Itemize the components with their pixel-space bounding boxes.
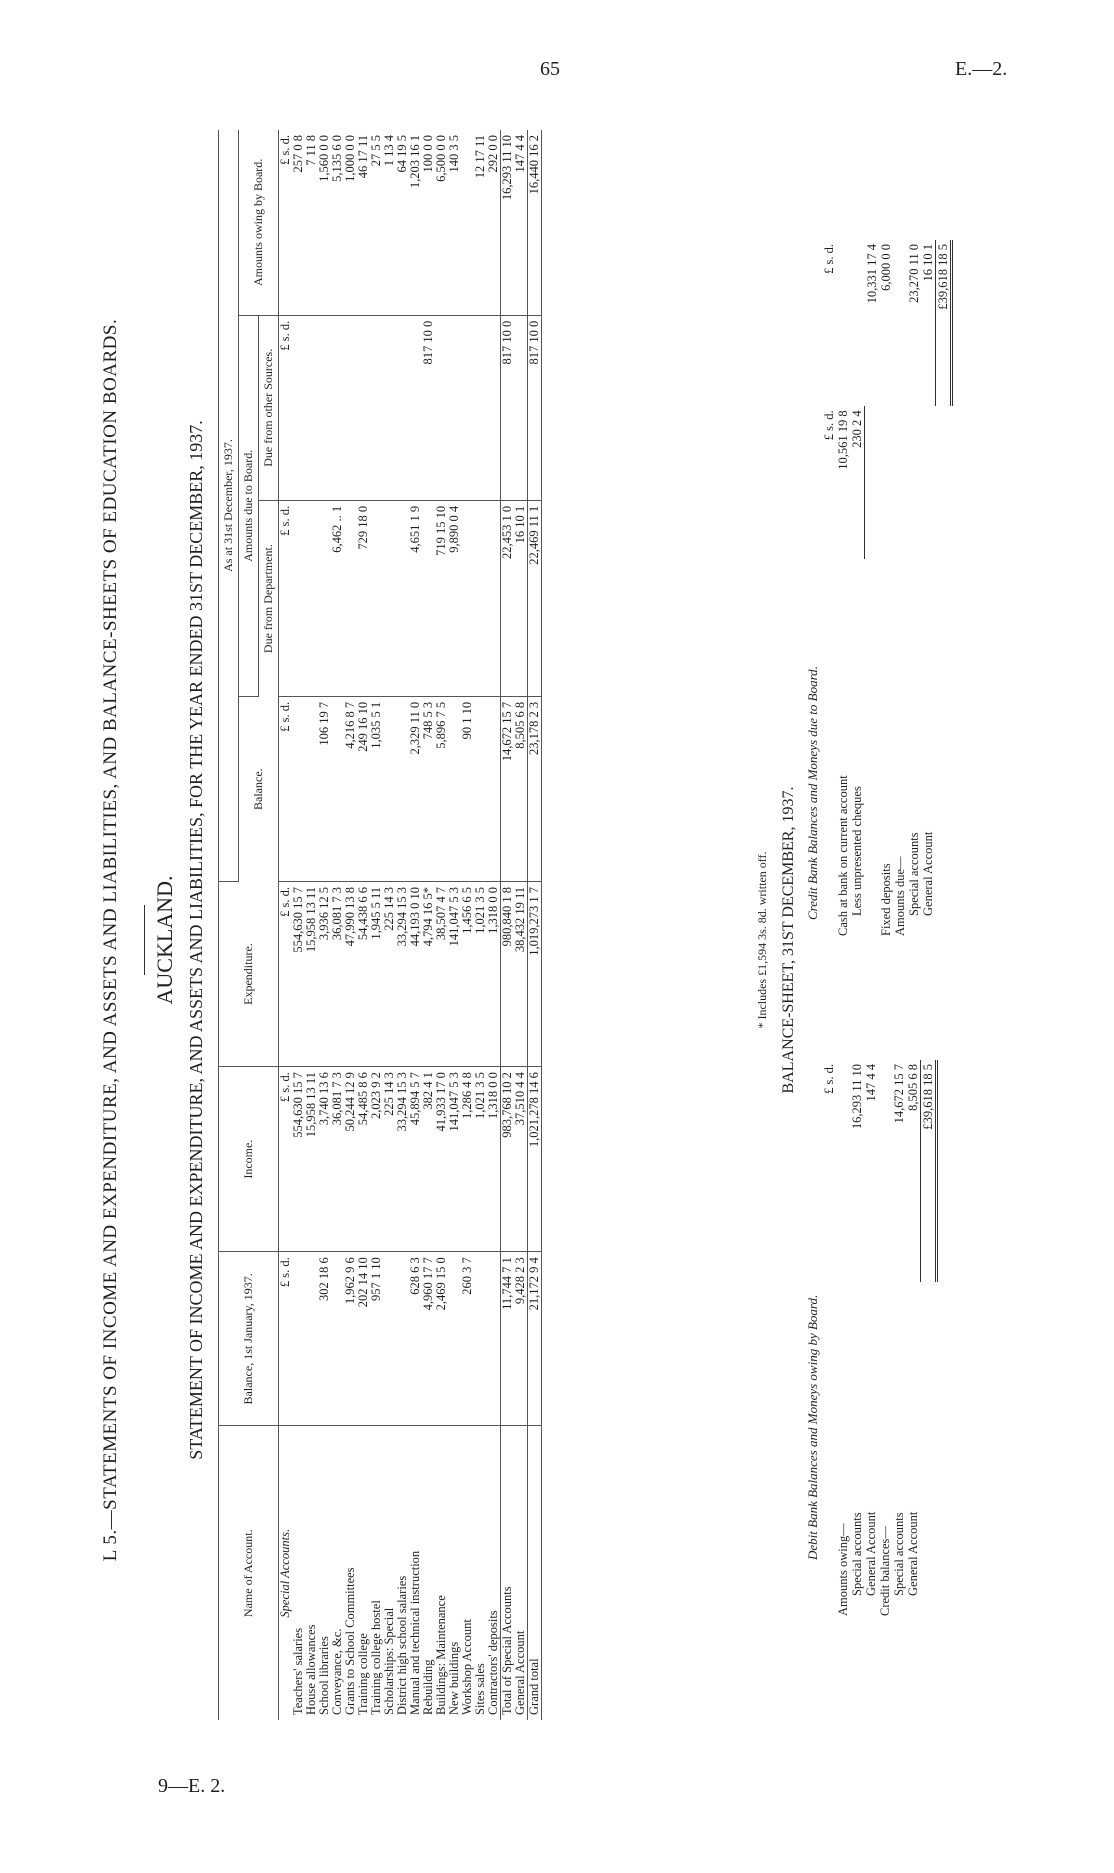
item-amount [836, 1060, 850, 1282]
amount-cell [292, 500, 305, 696]
amount-cell: 44,193 0 10 [409, 881, 422, 1066]
account-name: Conveyance, &c. [330, 1628, 344, 1715]
amount-cell: 2,329 11 0 [409, 696, 422, 881]
amount-cell: 38,507 4 7 [435, 881, 448, 1066]
item-label: Special accounts [850, 1512, 864, 1596]
col-name-header: Name of Account. [219, 1426, 279, 1720]
amount-cell: 1,203 16 1 [409, 130, 422, 315]
amount-cell: 1,456 6 5 [461, 881, 474, 1066]
amount-cell: 1,286 4 8 [461, 1067, 474, 1252]
credit-row [865, 240, 880, 940]
amount-cell: 225 14 3 [383, 881, 396, 1066]
amount-cell: 9,890 0 4 [448, 500, 461, 696]
debit-row [878, 1060, 892, 1620]
credit-heading: Credit Bank Balances and Moneys due to Board. [805, 666, 820, 920]
amount-cell: 628 6 3 [409, 1252, 422, 1426]
amount-cell [487, 1252, 501, 1426]
account-name: New buildings [447, 1641, 461, 1715]
col-balance-start-header: Balance, 1st January, 1937. [219, 1252, 279, 1426]
amount-cell: 382 4 1 [422, 1067, 435, 1252]
amount-cell: 141,047 5 3 [448, 881, 461, 1066]
section-row [279, 130, 293, 1720]
total-row [501, 130, 515, 1720]
amount-cell [474, 315, 487, 500]
item-amount [893, 406, 907, 558]
col-income-header: Income. [219, 1067, 279, 1252]
account-name: Buildings: Maintenance [434, 1595, 448, 1715]
amount-cell: 225 14 3 [383, 1067, 396, 1252]
income-expenditure-table [218, 130, 542, 1720]
account-name: Teachers' salaries [291, 1627, 305, 1715]
debit-lsd-row [822, 1060, 836, 1620]
account-name: Training college hostel [369, 1600, 383, 1715]
amount-cell: 46 17 11 [357, 130, 370, 315]
amount-cell [318, 315, 331, 500]
item-label: Amounts due— [893, 856, 907, 936]
amount-cell: 1,021 3 5 [474, 1067, 487, 1252]
amount-cell: 980,840 1 8 [501, 881, 515, 1066]
item-amount: 230 2 4 [850, 406, 865, 558]
amount-cell [383, 696, 396, 881]
account-name: Sites sales [473, 1663, 487, 1715]
amount-cell: 15,958 13 11 [305, 1067, 318, 1252]
amount-cell: 957 1 10 [370, 1252, 383, 1426]
amount-cell [487, 315, 501, 500]
amount-cell [514, 315, 528, 500]
amount-cell [448, 315, 461, 500]
col-owing-header: Amounts owing by Board. [239, 130, 279, 315]
amount-cell: 90 1 10 [461, 696, 474, 881]
amount-cell: 41,933 17 0 [435, 1067, 448, 1252]
amount-cell [292, 696, 305, 881]
col-due-dept-header: Due from Department. [259, 500, 279, 696]
amount-cell: 16,440 16 2 [528, 130, 542, 315]
table-row [487, 130, 501, 1720]
lsd-label: £ s. d. [279, 315, 293, 500]
amount-cell: 50,244 12 9 [344, 1067, 357, 1252]
credit-row [907, 240, 921, 940]
amount-cell: 1,945 5 11 [370, 881, 383, 1066]
lsd-label: £ s. d. [279, 1067, 293, 1252]
page-reference: E.—2. [955, 58, 1008, 80]
amount-cell: 22,469 11 1 [528, 500, 542, 696]
amount-cell [370, 315, 383, 500]
amount-cell: 1,021 3 5 [474, 881, 487, 1066]
amount-cell: 64 19 5 [396, 130, 409, 315]
board-name: AUCKLAND. [152, 875, 177, 1005]
debit-row [906, 1060, 921, 1620]
debit-row [892, 1060, 906, 1620]
footer-reference: 9—E. 2. [158, 1775, 226, 1797]
lsd-label: £ s. d. [822, 410, 836, 441]
item-label: Fixed deposits [879, 863, 893, 936]
amount-cell [292, 315, 305, 500]
item-label: Special accounts [892, 1512, 906, 1596]
amount-cell [474, 500, 487, 696]
account-name: Contractors' deposits [486, 1610, 500, 1715]
item-label: Cash at bank on current account [836, 775, 850, 936]
credit-lsd-row [822, 240, 836, 940]
credit-table [822, 240, 953, 940]
item-label: Amounts owing— [836, 1523, 850, 1616]
item-amount: 23,270 11 0 [907, 244, 921, 303]
amount-cell: 554,630 15 7 [292, 881, 305, 1066]
amount-cell: 1,318 0 0 [487, 1067, 501, 1252]
item-amount [921, 406, 936, 558]
amount-cell: 36,081 7 3 [331, 881, 344, 1066]
debit-heading: Debit Bank Balances and Moneys owing by Board. [805, 1294, 820, 1560]
amount-cell: 15,958 13 11 [305, 881, 318, 1066]
lsd-label: £ s. d. [822, 1064, 836, 1094]
account-name: Scholarships: Special [382, 1607, 396, 1715]
item-amount [836, 240, 850, 406]
amount-cell: 4,216 8 7 [344, 696, 357, 881]
debit-row [836, 1060, 850, 1620]
debit-total: £39,618 18 5 [921, 1060, 937, 1282]
item-amount [850, 240, 865, 406]
amount-cell [396, 315, 409, 500]
amount-cell: 8,505 6 8 [514, 696, 528, 881]
amount-cell: 16,293 11 10 [501, 130, 515, 315]
title-divider [144, 905, 145, 975]
amount-cell: 100 0 0 [422, 130, 435, 315]
item-amount: 10,561 19 8 [836, 410, 850, 470]
amount-cell [370, 500, 383, 696]
account-name: Grants to School Committees [343, 1567, 357, 1715]
amount-cell: 202 14 10 [357, 1252, 370, 1426]
amount-cell: 1,000 0 0 [344, 130, 357, 315]
item-amount: 147 4 4 [864, 1064, 878, 1102]
amount-cell: 4,651 1 9 [409, 500, 422, 696]
amount-cell [474, 1252, 487, 1426]
amount-cell: 257 0 8 [292, 130, 305, 315]
item-amount [907, 406, 921, 558]
debit-total-row [921, 1060, 937, 1620]
amount-cell [435, 315, 448, 500]
amount-cell: 6,500 0 0 [435, 130, 448, 315]
item-label: General Account [864, 1511, 878, 1596]
amount-cell: 47,990 13 8 [344, 881, 357, 1066]
amount-cell: 1,021,278 14 6 [528, 1067, 542, 1252]
credit-row [921, 240, 936, 940]
amount-cell: 817 10 0 [422, 315, 435, 500]
amount-cell: 16 10 1 [514, 500, 528, 696]
amount-cell [344, 315, 357, 500]
amount-cell [331, 315, 344, 500]
amount-cell [383, 500, 396, 696]
amount-cell: 12 17 11 [474, 130, 487, 315]
rotated-content [100, 90, 1100, 1790]
amount-cell: 2,469 15 0 [435, 1252, 448, 1426]
amount-cell: 292 0 0 [487, 130, 501, 315]
amount-cell: 54,438 6 6 [357, 881, 370, 1066]
item-label: General Account [921, 831, 936, 916]
amount-cell [383, 315, 396, 500]
lsd-label: £ s. d. [822, 244, 836, 274]
amount-cell: 36,081 7 3 [331, 1067, 344, 1252]
debit-row [864, 1060, 878, 1620]
amount-cell [461, 315, 474, 500]
account-name: District high school salaries [395, 1575, 409, 1715]
lsd-label: £ s. d. [279, 500, 293, 696]
amount-cell: 6,462 .. 1 [331, 500, 344, 696]
amount-cell [305, 500, 318, 696]
amount-cell: 1,019,273 1 7 [528, 881, 542, 1066]
amount-cell: 22,453 1 0 [501, 500, 515, 696]
item-amount [865, 406, 880, 558]
amount-cell: 260 3 7 [461, 1252, 474, 1426]
amount-cell: 1,962 9 6 [344, 1252, 357, 1426]
item-label: Special accounts [907, 832, 921, 916]
amount-cell [487, 696, 501, 881]
lsd-label: £ s. d. [279, 881, 293, 1066]
amount-cell: 11,744 7 1 [501, 1252, 515, 1426]
amount-cell: 983,768 10 2 [501, 1067, 515, 1252]
amount-cell: 1,560 0 0 [318, 130, 331, 315]
amount-cell: 4,960 17 7 [422, 1252, 435, 1426]
amount-cell: 7 11 8 [305, 130, 318, 315]
account-name: Total of Special Accounts [501, 1426, 515, 1720]
amount-cell: 33,294 15 3 [396, 1067, 409, 1252]
account-name: Training college [356, 1633, 370, 1715]
footnote: * Includes £1,594 3s. 8d. written off. [755, 851, 769, 1029]
general-row [514, 130, 528, 1720]
account-name: Workshop Account [460, 1619, 474, 1715]
amount-cell: 4,794 16 5* [422, 881, 435, 1066]
item-amount [878, 1060, 892, 1282]
account-name: General Account [513, 1630, 527, 1715]
item-label [865, 559, 880, 940]
amount-cell: 817 10 0 [501, 315, 515, 500]
item-amount [879, 406, 893, 558]
amount-cell [305, 315, 318, 500]
col-due-group-header: Amounts due to Board. [239, 315, 259, 696]
amount-cell: 14,672 15 7 [501, 696, 515, 881]
account-name: Grand total [528, 1426, 542, 1720]
account-name: School libraries [317, 1636, 331, 1715]
col-due-other-header: Due from other Sources. [259, 315, 279, 500]
amount-cell: 719 15 10 [435, 500, 448, 696]
amount-cell: 3,936 12 5 [318, 881, 331, 1066]
debit-table [822, 1060, 938, 1620]
credit-row [850, 240, 865, 940]
amount-cell [292, 1252, 305, 1426]
amount-cell: 9,428 2 3 [514, 1252, 528, 1426]
amount-cell: 141,047 5 3 [448, 1067, 461, 1252]
amount-cell: 1 13 4 [383, 130, 396, 315]
amount-cell: 3,740 13 6 [318, 1067, 331, 1252]
credit-total: £39,618 18 5 [936, 240, 952, 406]
debit-row [850, 1060, 864, 1620]
account-name: Rebuilding [421, 1659, 435, 1715]
credit-row [893, 240, 907, 940]
page-number: 65 [540, 58, 560, 80]
amount-cell: 106 19 7 [318, 696, 331, 881]
item-amount: 8,505 6 8 [906, 1064, 920, 1111]
amount-cell: 302 18 6 [318, 1252, 331, 1426]
amount-cell: 140 3 5 [448, 130, 461, 315]
amount-cell: 54,485 8 6 [357, 1067, 370, 1252]
item-amount [893, 240, 907, 406]
col-expenditure-header: Expenditure. [219, 881, 279, 1066]
amount-cell: 2,023 9 2 [370, 1067, 383, 1252]
credit-row [836, 240, 850, 940]
grand-total-row [528, 130, 542, 1720]
amount-cell: 27 5 5 [370, 130, 383, 315]
item-label: General Account [906, 1511, 921, 1596]
credit-row [879, 240, 893, 940]
amount-cell: 729 18 0 [357, 500, 370, 696]
amount-cell [357, 315, 370, 500]
item-amount: 6,000 0 0 [879, 244, 893, 291]
debit-table-body [822, 1060, 937, 1620]
amount-cell: 1,035 5 1 [370, 696, 383, 881]
item-amount: 10,331 17 4 [864, 244, 879, 304]
amount-cell: 21,172 9 4 [528, 1252, 542, 1426]
item-amount: 14,672 15 7 [892, 1064, 906, 1124]
amount-cell: 5,896 7 5 [435, 696, 448, 881]
amount-cell [383, 1252, 396, 1426]
amount-cell: 45,894 5 7 [409, 1067, 422, 1252]
item-label: Credit balances— [878, 1526, 892, 1616]
balance-sheet-title: BALANCE-SHEET, 31ST DECEMBER, 1937. [780, 786, 797, 1094]
table-body [279, 130, 542, 1720]
item-amount: 16,293 11 10 [850, 1064, 864, 1130]
lsd-label: £ s. d. [279, 696, 293, 881]
amount-cell: 249 16 10 [357, 696, 370, 881]
col-balance-header: Balance. [239, 696, 279, 881]
credit-total-row [936, 240, 952, 940]
item-amount: 16 10 1 [921, 244, 935, 282]
amount-cell [474, 696, 487, 881]
account-name: Manual and technical instruction [408, 1550, 422, 1715]
amount-cell: 817 10 0 [528, 315, 542, 500]
amount-cell [487, 500, 501, 696]
amount-cell: 147 4 4 [514, 130, 528, 315]
section-label: Special Accounts. [278, 1528, 292, 1618]
lsd-label: £ s. d. [279, 130, 293, 315]
document-title: L 5.—STATEMENTS OF INCOME AND EXPENDITURE, AND ASSETS AND LIABILITIES, AND BALANCE-SHEETS OF EDUCATION BOARDS. [100, 318, 121, 1562]
statement-title: STATEMENT OF INCOME AND EXPENDITURE, AND ASSETS AND LIABILITIES, FOR THE YEAR ENDED 31ST DECEMBER, 1937. [186, 420, 206, 1460]
col-group-header: As at 31st December, 1937. [219, 130, 239, 881]
amount-cell: 37,510 4 4 [514, 1067, 528, 1252]
amount-cell: 38,432 19 11 [514, 881, 528, 1066]
amount-cell [461, 500, 474, 696]
amount-cell: 554,630 15 7 [292, 1067, 305, 1252]
amount-cell: 33,294 15 3 [396, 881, 409, 1066]
account-name: House allowances [304, 1624, 318, 1715]
lsd-label: £ s. d. [279, 1252, 293, 1426]
amount-cell: 748 5 3 [422, 696, 435, 881]
amount-cell: 1,318 0 0 [487, 881, 501, 1066]
item-label: Less unpresented cheques [850, 786, 865, 916]
amount-cell: 5,135 6 0 [331, 130, 344, 315]
amount-cell: 23,178 2 3 [528, 696, 542, 881]
credit-table-body [822, 240, 952, 940]
